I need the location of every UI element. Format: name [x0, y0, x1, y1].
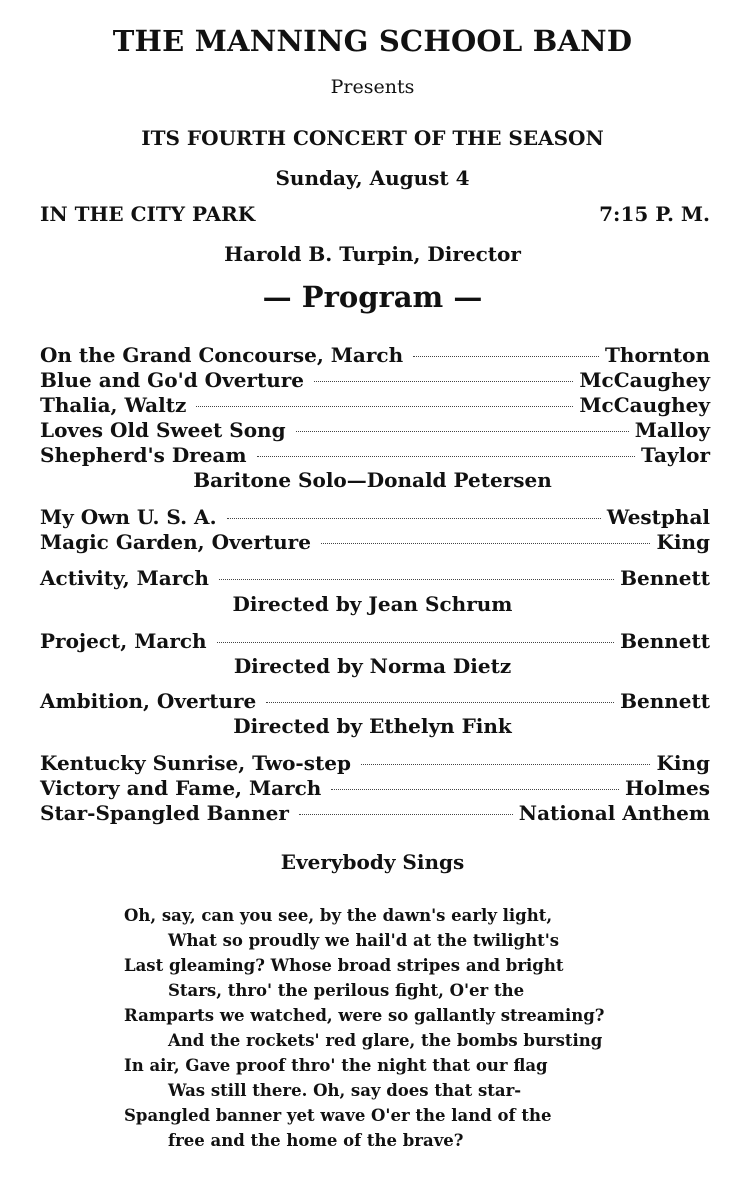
piece-title: Victory and Fame, March [40, 776, 322, 800]
piece-composer: Taylor [640, 443, 710, 467]
piece-composer: National Anthem [518, 801, 710, 825]
dot-leader [219, 579, 614, 580]
lyric-line: Last gleaming? Whose broad stripes and bright [124, 956, 564, 975]
program-note: Baritone Solo—Donald Petersen [193, 468, 552, 492]
everybody-sings-heading: Everybody Sings [280, 850, 465, 874]
dot-leader [314, 381, 573, 382]
dot-leader [361, 764, 651, 765]
piece-title: Loves Old Sweet Song [40, 418, 286, 442]
program-entry [40, 629, 710, 653]
program-note: Directed by Jean Schrum [232, 592, 513, 616]
lyric-line: Stars, thro' the perilous fight, O'er the [168, 981, 525, 1000]
page-title: THE MANNING SCHOOL BAND [112, 24, 633, 58]
piece-composer: Bennett [620, 629, 710, 653]
dot-leader [299, 814, 513, 815]
program-entry [40, 443, 710, 467]
dot-leader [296, 431, 629, 432]
program-entry [40, 801, 710, 825]
director-credit: Harold B. Turpin, Director [224, 242, 521, 266]
dot-leader [227, 518, 601, 519]
program-entry [40, 393, 710, 417]
dot-leader [217, 642, 615, 643]
piece-title: Magic Garden, Overture [40, 530, 311, 554]
lyric-line: What so proudly we hail'd at the twilight's [168, 931, 560, 950]
piece-composer: Malloy [634, 418, 710, 442]
lyric-line: Ramparts we watched, were so gallantly streaming? [124, 1006, 605, 1025]
program-entry [40, 418, 710, 442]
piece-title: Star-Spangled Banner [40, 801, 289, 825]
piece-title: Ambition, Overture [40, 689, 257, 713]
piece-composer: Bennett [620, 689, 710, 713]
program-entry [40, 368, 710, 392]
program-entry [40, 566, 710, 590]
program-entry [40, 343, 710, 367]
piece-composer: McCaughey [579, 368, 710, 392]
dot-leader [257, 456, 635, 457]
concert-date: Sunday, August 4 [275, 166, 470, 190]
location-time-row [40, 202, 710, 226]
concert-subtitle: ITS FOURTH CONCERT OF THE SEASON [141, 126, 604, 150]
piece-composer: King [656, 751, 710, 775]
program-note: Directed by Ethelyn Fink [233, 714, 512, 738]
piece-composer: Thornton [605, 343, 710, 367]
concert-location: IN THE CITY PARK [40, 202, 256, 226]
piece-title: Shepherd's Dream [40, 443, 247, 467]
anthem-lyrics [124, 903, 684, 1153]
presents-label: Presents [330, 76, 415, 98]
program-entry [40, 776, 710, 800]
lyric-line: Oh, say, can you see, by the dawn's early light, [124, 906, 553, 925]
program-note: Directed by Norma Dietz [233, 654, 512, 678]
piece-composer: Westphal [606, 505, 710, 529]
program-heading: — Program — [262, 280, 483, 314]
piece-composer: Holmes [625, 776, 710, 800]
program-entry [40, 751, 710, 775]
dot-leader [331, 789, 619, 790]
lyric-line: free and the home of the brave? [168, 1131, 464, 1150]
dot-leader [321, 543, 651, 544]
lyric-line: Spangled banner yet wave O'er the land of the [124, 1106, 552, 1125]
piece-title: Activity, March [40, 566, 209, 590]
piece-composer: King [656, 530, 710, 554]
piece-title: Project, March [40, 629, 207, 653]
lyric-line: And the rockets' red glare, the bombs bursting [168, 1031, 603, 1050]
piece-title: Thalia, Waltz [40, 393, 187, 417]
dot-leader [413, 356, 599, 357]
dot-leader [196, 406, 573, 407]
lyric-line: Was still there. Oh, say does that star- [168, 1081, 522, 1100]
concert-time: 7:15 P. M. [599, 202, 710, 226]
piece-title: My Own U. S. A. [40, 505, 217, 529]
program-entry [40, 530, 710, 554]
piece-composer: Bennett [620, 566, 710, 590]
piece-title: Blue and Go'd Overture [40, 368, 305, 392]
program-entry [40, 689, 710, 713]
dot-leader [266, 702, 614, 703]
program-entry [40, 505, 710, 529]
piece-title: On the Grand Concourse, March [40, 343, 404, 367]
piece-composer: McCaughey [579, 393, 710, 417]
lyric-line: In air, Gave proof thro' the night that our flag [124, 1056, 548, 1075]
piece-title: Kentucky Sunrise, Two-step [40, 751, 351, 775]
